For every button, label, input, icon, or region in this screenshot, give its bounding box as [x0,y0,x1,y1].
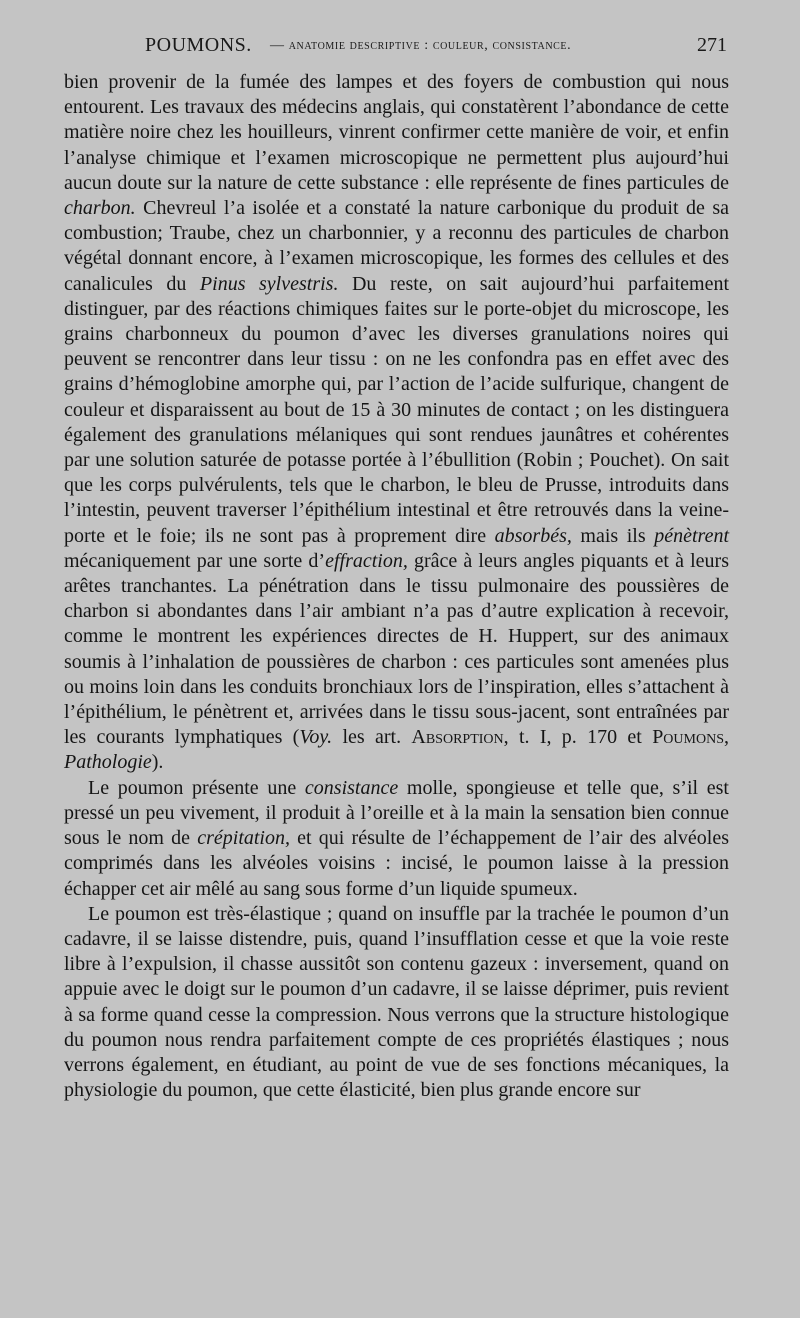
text-run: les art. [332,726,412,749]
paragraph [64,902,729,1104]
running-title: POUMONS. [145,34,252,56]
text-run: et qui résulte de l’échappement de l’air des alvéoles comprimés dans les alvéoles voisins : incisé, le poumon laisse à la pression échapper cet air mêlé au sang sous forme d’un liquide spumeux. [64,827,729,900]
italic-term: crépitation, [197,827,290,850]
cross-reference: Absorption, [411,726,509,749]
italic-term: pénètrent [654,524,730,547]
running-subtitle: — anatomie descriptive : couleur, consistance. [270,38,572,53]
italic-term: Pinus sylvestris. [199,272,339,295]
italic-term: absorbés, [494,524,572,547]
text-run: ). [151,751,164,774]
text-run: bien provenir de la fumée des lampes et des foyers de combustion qui nous entourent. Les travaux des médecins anglais, qui constatèrent l’abondance de cette matière noire chez les houilleurs, vinrent confirmer cette manière de voir, et enfin l’analyse chimique et l’examen microscopique ne permettent plus aujourd’hui aucun doute sur la nature de cette substance : elle représente de fines particules de [64,71,729,194]
text-run: Chevreul l’a isolée et a constaté la nature carbonique du produit de sa combustion; Traube, chez un charbonnier, y a reconnu des particules de charbon végétal donnant encore, à l’examen microscopique, les formes des cellules et des canalicules du [64,197,729,295]
text-run: Du reste, on sait aujourd’hui parfaitement distinguer, par des réactions chimiques faites sur le porte-objet du microscope, les grains charbonneux du poumon d’avec les diverses granulations noires qui peuvent se rencontrer dans leur tissu : on ne les confondra pas en effet avec des grains d’hémoglobine amorphe qui, par l’action de l’acide sulfurique, changent de couleur et disparaissent au bout de 15 à 30 minutes de contact ; on les distinguera également des granulations mélaniques qui sont rendues jaunâtres et cohérentes par une solution saturée de potasse portée à l’ébullition (Robin ; Pouchet). On sait que les corps pulvérulents, tels que le charbon, le bleu de Prusse, introduits dans l’intestin, peuvent traverser l’épithélium intestinal et être retrouvés dans la veine-porte et le foie; ils ne sont pas à proprement dire [64,272,729,547]
text-run: Le poumon présente une [88,776,305,799]
body-text [64,70,729,1103]
text-run: molle, spongieuse et telle que, s’il est pressé un peu vivement, il produit à l’oreille et à la main la sensation bien connue sous le nom de [64,776,729,850]
italic-term: charbon. [64,197,136,220]
italic-term: effraction, [325,549,408,572]
paragraph [64,70,729,776]
paragraph [64,776,729,902]
italic-term: Pathologie [64,751,152,774]
page-number: 271 [697,34,727,56]
running-header [0,34,800,64]
text-run: mécaniquement par une sorte d’ [64,549,326,572]
text-run: grâce à leurs angles piquants et à leurs arêtes tranchantes. La pénétration dans le tissu pulmonaire des poussières de charbon si abondantes dans l’air ambiant n’a pas d’autre explication à recevoir, comme le montrent les expériences directes de H. Huppert, sur des animaux soumis à l’inhalation de poussières de charbon : ces particules sont amenées plus ou moins loin dans les conduits bronchiaux lors de l’inspiration, elles s’attachent à l’épithélium, le pénètrent et, arrivées dans le tissu sous-jacent, sont entraînées par les courants lymphatiques ( [64,549,730,749]
italic-term: Voy. [299,726,333,749]
italic-term: consistance [304,776,399,799]
text-run: t. I, p. 170 et [508,726,653,749]
text-run: Le poumon est très-élastique ; quand on insuffle par la trachée le poumon d’un cadavre, il se laisse distendre, puis, quand l’insufflation cesse et que la voie reste libre à l’expulsion, il chasse aussitôt son contenu gazeux : inversement, quand on appuie avec le doigt sur le poumon d’un cadavre, il se laisse déprimer, puis revient à sa forme quand cesse la compression. Nous verrons que la structure histologique du poumon nous rendra parfaitement compte de ces propriétés élastiques ; nous verrons également, en étudiant, au point de vue de ses fonctions mécaniques, la physiologie du poumon, que cette élasticité, bien plus grande encore sur [64,902,729,1102]
text-run: mais ils [571,524,655,547]
cross-reference: Poumons, [652,726,729,749]
